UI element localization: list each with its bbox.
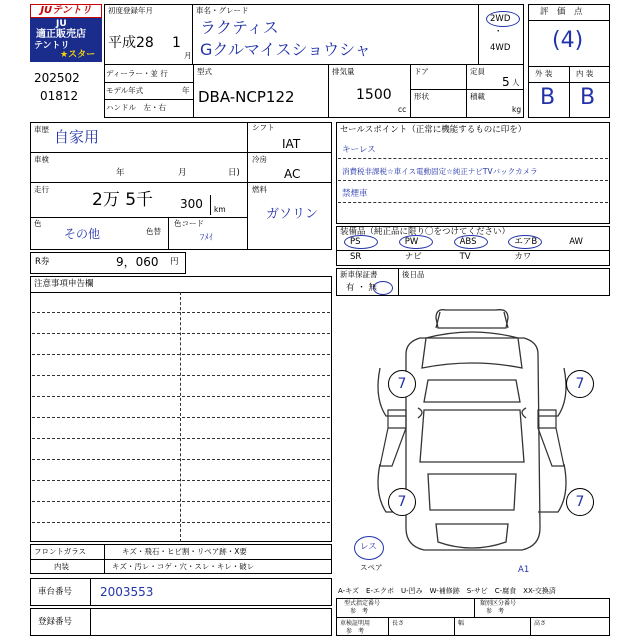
equip-1-4: エアB	[514, 237, 538, 247]
marker-front-right-value: 7	[575, 376, 585, 392]
spare-mark: レス	[360, 542, 377, 552]
r-unit: 円	[170, 257, 179, 267]
capacity-value: 5	[502, 75, 510, 89]
notes-line	[32, 438, 330, 439]
legend: A-キズ E-エクボ U-凹み W-補修跡 S-サビ C-腐食 XX-交換済	[338, 587, 556, 595]
warranty-label: 新車保証書	[340, 270, 378, 279]
warranty-value: 有 ・ 無	[346, 283, 377, 293]
header-box	[104, 4, 524, 118]
notes-line	[32, 501, 330, 502]
km-unit: km	[214, 205, 226, 214]
model-year-unit: 年	[182, 86, 190, 95]
notes-line	[32, 354, 330, 355]
selling-point-3: 禁煙車	[342, 189, 368, 199]
era-value: 平成28	[108, 35, 154, 51]
equip-1-1: PS	[350, 237, 361, 247]
color-label: 色	[34, 219, 42, 228]
a1-mark: A1	[518, 565, 530, 575]
r-label: R券	[35, 257, 50, 267]
interior-grade: B	[580, 85, 596, 110]
exterior-grade: B	[540, 85, 556, 110]
selling-point-1: キーレス	[342, 145, 376, 155]
shift-label: シフト	[252, 123, 275, 132]
month-value: 1	[172, 35, 181, 51]
dealer-label: ディーラー・並 行	[106, 69, 168, 78]
notes-line	[32, 333, 330, 334]
notes-line	[32, 522, 330, 523]
equip-2-3: TV	[459, 252, 471, 262]
equip-2-4: カワ	[514, 252, 532, 262]
r-ticket-box	[30, 252, 186, 274]
type-label: 型式	[197, 67, 212, 76]
warranty-circle	[373, 281, 393, 295]
inspection-month: 月	[178, 168, 187, 178]
interior-cond-label: 内装	[54, 562, 69, 571]
use-label: 車歴	[34, 125, 49, 134]
marker-rear-right-value: 7	[575, 494, 585, 510]
shift-value: IAT	[282, 137, 301, 151]
notes-line	[32, 480, 330, 481]
capacity-unit: 人	[512, 78, 520, 87]
logo-ju: JU	[56, 19, 67, 29]
marker-rear-right	[566, 488, 594, 516]
marker-front-left-value: 7	[397, 376, 407, 392]
equip-1-5: AW	[569, 237, 583, 247]
cc-unit: cc	[398, 105, 407, 114]
type-id-ref: 参 考	[350, 608, 369, 615]
drive-dot: ・	[494, 27, 503, 37]
equip-2-1: SR	[350, 252, 362, 262]
inspection-label: 車検	[34, 155, 49, 164]
score-value: (4)	[552, 28, 584, 53]
car-name-label: 車名・グレード	[196, 6, 249, 15]
ref-number-1: 202502	[34, 71, 80, 85]
notes-line	[32, 459, 330, 460]
month-unit: 月	[184, 51, 192, 60]
equip-circle-1	[344, 235, 378, 249]
length-label: 長さ	[392, 620, 405, 627]
height-label: 高さ	[534, 620, 547, 627]
selling-point-2: 消費税非課税☆車イス電動固定☆純正ナビTVバックカメラ	[342, 167, 538, 176]
mileage-value: 2万 5千	[92, 190, 154, 210]
front-glass-label: フロントガラス	[34, 547, 87, 556]
logo-tekisei: 適正販売店	[36, 29, 86, 40]
inspection-year: 年	[116, 168, 125, 178]
notes-box	[30, 276, 332, 542]
notes-line	[32, 375, 330, 376]
marker-front-left	[388, 370, 416, 398]
type-id-label: 型式指定番号	[344, 600, 381, 607]
fuel-label: 燃料	[252, 185, 267, 194]
equip-circle-2	[399, 235, 433, 249]
interior-label: 内 装	[576, 69, 594, 78]
color-code-label: 色コード	[174, 219, 204, 228]
spare-label: スペア	[360, 563, 383, 572]
notes-title: 注意事項申告欄	[34, 279, 94, 289]
chassis-label: 車台番号	[38, 587, 73, 597]
use-value: 自家用	[54, 128, 100, 146]
grade: Gクルマイスショウシャ	[200, 40, 371, 59]
shape-label: 形状	[414, 92, 429, 101]
later-label: 後日品	[402, 270, 425, 279]
handle-label: ハンドル 左・右	[106, 103, 166, 112]
color-value: その他	[64, 227, 101, 241]
ref-number-2: 01812	[40, 89, 79, 103]
chassis-value: 2003553	[100, 585, 154, 599]
cert-label: 車検証明用	[340, 620, 371, 627]
reg-box	[30, 608, 332, 636]
marker-front-right	[566, 370, 594, 398]
first-reg-label: 初度登録年月	[108, 6, 153, 15]
equip-circle-3	[454, 235, 488, 249]
drive-2wd: 2WD	[490, 14, 511, 24]
model-year-label: モデル年式	[106, 86, 144, 95]
type-value: DBA-NCP122	[198, 88, 295, 106]
color-change-label: 色替	[146, 227, 161, 236]
score-label: 評 価 点	[540, 7, 583, 17]
logo-star: ★スター	[60, 50, 96, 60]
front-glass-value: キズ・飛石・ヒビ割・リペア跡・X要	[122, 547, 247, 556]
class-id-ref: 参 考	[486, 608, 505, 615]
mileage-label: 走行	[34, 185, 49, 194]
class-id-label: 類別区分番号	[480, 600, 517, 607]
ac-label: 冷房	[252, 155, 267, 164]
equip-1-3: ABS	[459, 237, 477, 247]
equip-1-2: PW	[404, 237, 419, 247]
drive-4wd: 4WD	[490, 43, 511, 53]
selling-points-title: セールスポイント（正常に機能するものに印を）	[340, 125, 527, 135]
load-label: 積載	[470, 92, 485, 101]
logo-top: JUテントリ	[30, 4, 102, 18]
equipment-title: 装備品（純正品に限り〇をつけてください）	[340, 227, 511, 237]
displacement-value: 1500	[356, 87, 392, 103]
door-label: ドア	[414, 67, 429, 76]
inspection-day: 日)	[228, 168, 240, 178]
capacity-label: 定員	[470, 67, 485, 76]
notes-line	[32, 417, 330, 418]
reg-label: 登録番号	[38, 617, 73, 627]
notes-line	[32, 312, 330, 313]
logo-tentori: テントリ	[34, 41, 70, 51]
logo	[30, 4, 102, 62]
fuel-value: ガソリン	[266, 207, 319, 222]
notes-line	[32, 396, 330, 397]
chassis-box	[30, 578, 332, 606]
exterior-label: 外 装	[535, 69, 553, 78]
color-code-value: ﾌﾒｲ	[200, 233, 213, 243]
kg-unit: kg	[512, 105, 522, 114]
r-value: 9，060	[116, 255, 159, 269]
logo-badge	[30, 18, 102, 62]
cert-ref: 参 考	[346, 628, 365, 635]
equip-2-2: ナビ	[404, 252, 422, 262]
displacement-label: 排気量	[332, 67, 355, 76]
mileage-sub: 300	[180, 197, 203, 211]
ac-value: AC	[284, 167, 301, 181]
marker-rear-left	[388, 488, 416, 516]
width-label: 幅	[458, 620, 465, 627]
car-name: ラクティス	[200, 18, 279, 37]
interior-cond-value: キズ・汚レ・コゲ・穴・スレ・キレ・破レ	[112, 562, 255, 571]
marker-rear-left-value: 7	[397, 494, 407, 510]
